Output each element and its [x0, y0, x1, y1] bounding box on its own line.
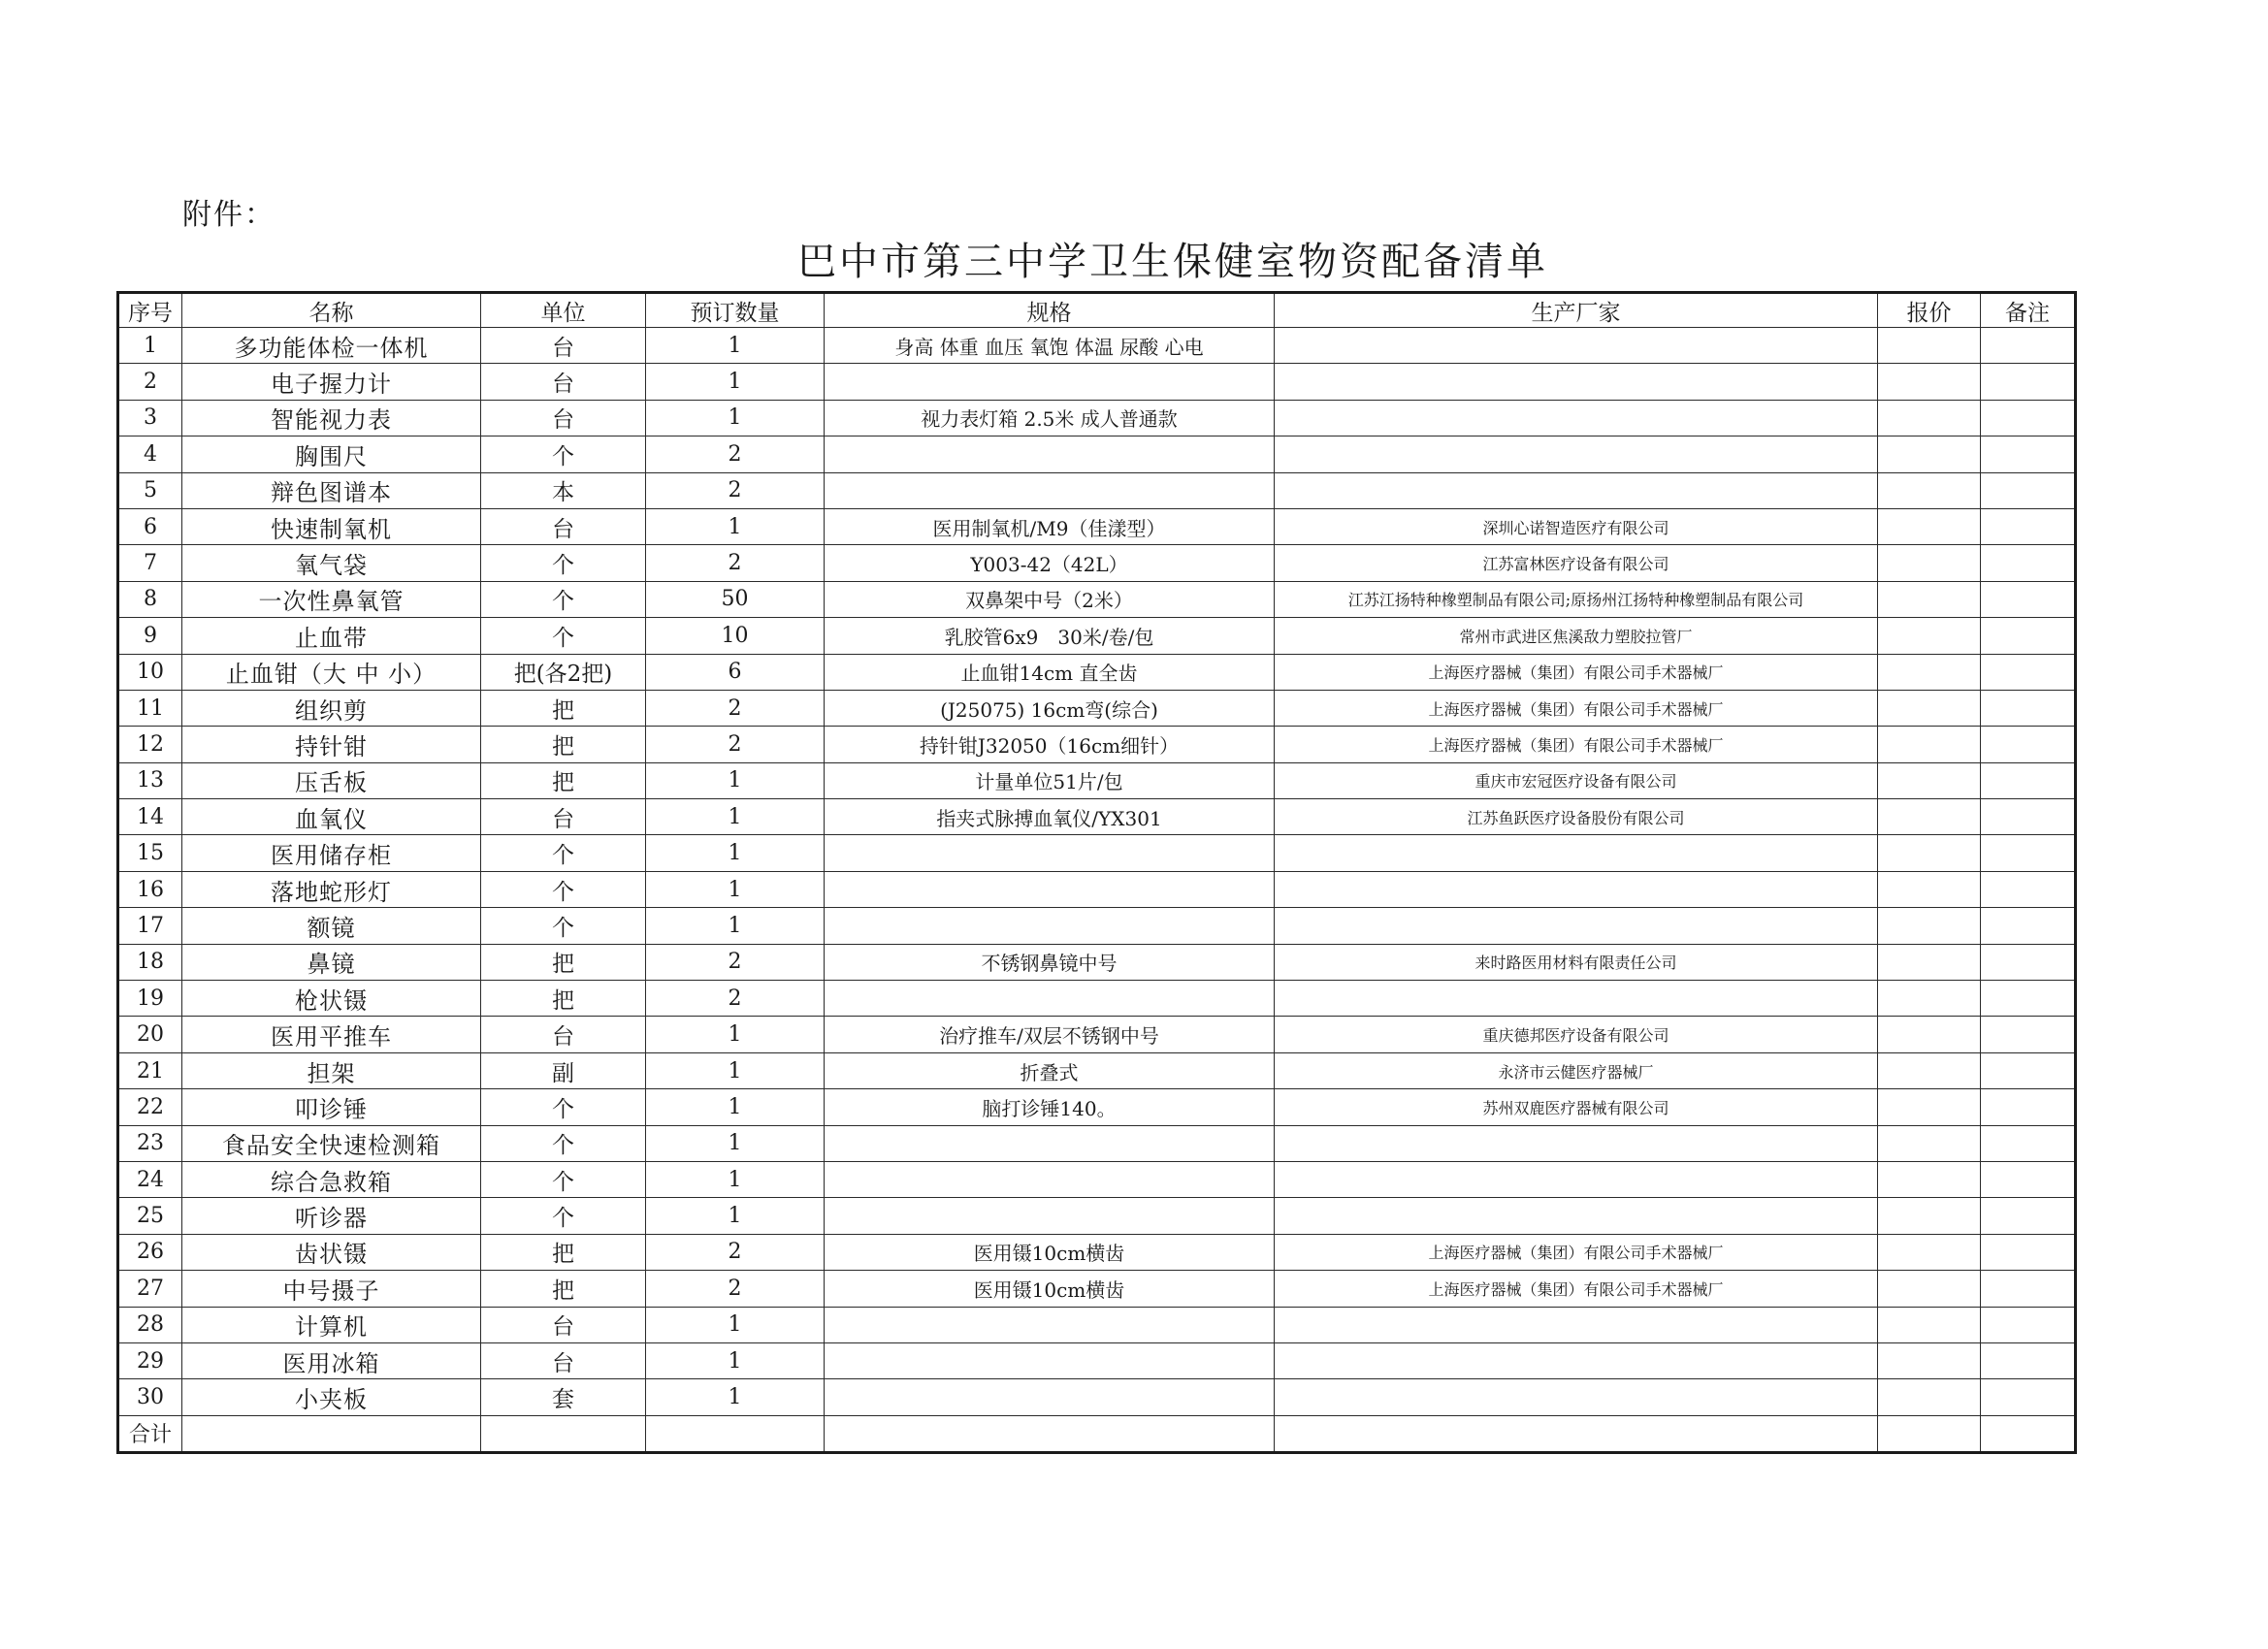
cell-unit: 本	[481, 472, 646, 508]
page-title: 巴中市第三中学卫生保健室物资配备清单	[797, 240, 1548, 284]
cell-no: 12	[118, 727, 182, 762]
cell-unit: 台	[481, 508, 646, 544]
cell-price	[1878, 508, 1981, 544]
cell-spec	[825, 981, 1275, 1017]
cell-price	[1878, 690, 1981, 726]
cell-note	[1981, 1125, 2076, 1161]
table-row	[118, 1234, 2076, 1270]
cell-note	[1981, 727, 2076, 762]
cell-no: 28	[118, 1307, 182, 1342]
cell-name: 听诊器	[182, 1198, 481, 1234]
cell-note	[1981, 508, 2076, 544]
cell-note	[1981, 908, 2076, 944]
cell-spec	[825, 1379, 1275, 1415]
cell-price	[1878, 472, 1981, 508]
cell-qty: 1	[646, 871, 825, 907]
cell-name: 组织剪	[182, 690, 481, 726]
cell-spec	[825, 1342, 1275, 1378]
cell-name: 快速制氧机	[182, 508, 481, 544]
cell-unit: 把	[481, 690, 646, 726]
cell-qty: 1	[646, 328, 825, 364]
cell-no: 14	[118, 799, 182, 835]
cell-manufacturer	[1275, 981, 1878, 1017]
cell-price	[1878, 545, 1981, 581]
table-row	[118, 727, 2076, 762]
header-no: 序号	[118, 293, 182, 328]
cell-price	[1878, 1089, 1981, 1125]
cell-no: 8	[118, 581, 182, 617]
cell-price	[1878, 1198, 1981, 1234]
cell-note	[1981, 1161, 2076, 1197]
cell-spec	[825, 835, 1275, 871]
header-qty: 预订数量	[646, 293, 825, 328]
cell-name: 医用储存柜	[182, 835, 481, 871]
table-row	[118, 908, 2076, 944]
cell-name: 计算机	[182, 1307, 481, 1342]
table-row	[118, 545, 2076, 581]
cell-qty: 1	[646, 1089, 825, 1125]
cell-no: 2	[118, 364, 182, 400]
cell-price	[1878, 1379, 1981, 1415]
cell-qty: 1	[646, 908, 825, 944]
table-row	[118, 400, 2076, 436]
cell-note	[1981, 981, 2076, 1017]
cell-qty: 1	[646, 1379, 825, 1415]
inventory-table	[116, 291, 2077, 1454]
cell-manufacturer: 江苏富林医疗设备有限公司	[1275, 545, 1878, 581]
cell-spec	[825, 1307, 1275, 1342]
cell-price	[1878, 871, 1981, 907]
cell-qty: 1	[646, 1125, 825, 1161]
cell-spec	[825, 436, 1275, 472]
cell-unit: 把	[481, 981, 646, 1017]
header-spec: 规格	[825, 293, 1275, 328]
cell-price	[1878, 581, 1981, 617]
cell-name: 中号摄子	[182, 1271, 481, 1307]
cell-manufacturer: 上海医疗器械（集团）有限公司手术器械厂	[1275, 1271, 1878, 1307]
cell-unit: 个	[481, 1161, 646, 1197]
cell-unit: 个	[481, 835, 646, 871]
cell-price	[1878, 618, 1981, 654]
cell-qty: 1	[646, 400, 825, 436]
cell-manufacturer: 常州市武进区焦溪敌力塑胶拉管厂	[1275, 618, 1878, 654]
cell-name: 鼻镜	[182, 944, 481, 980]
table-row	[118, 1379, 2076, 1415]
cell-manufacturer: 江苏鱼跃医疗设备股份有限公司	[1275, 799, 1878, 835]
cell-note	[1981, 1379, 2076, 1415]
cell-name: 氧气袋	[182, 545, 481, 581]
cell-no: 15	[118, 835, 182, 871]
cell-unit: 个	[481, 618, 646, 654]
cell-unit: 台	[481, 328, 646, 364]
cell-unit: 把	[481, 1271, 646, 1307]
cell-qty: 2	[646, 944, 825, 980]
cell-note	[1981, 1271, 2076, 1307]
cell-spec	[825, 1125, 1275, 1161]
cell-price	[1878, 944, 1981, 980]
cell-spec: 乳胶管6x9 30米/卷/包	[825, 618, 1275, 654]
table-row	[118, 364, 2076, 400]
cell-spec	[825, 472, 1275, 508]
cell-manufacturer	[1275, 364, 1878, 400]
table-row	[118, 1307, 2076, 1342]
cell-note	[1981, 762, 2076, 798]
cell-note	[1981, 618, 2076, 654]
cell-qty: 2	[646, 727, 825, 762]
cell-manufacturer	[1275, 1161, 1878, 1197]
total-cell	[825, 1415, 1275, 1452]
cell-note	[1981, 871, 2076, 907]
cell-price	[1878, 328, 1981, 364]
cell-spec: 计量单位51片/包	[825, 762, 1275, 798]
cell-name: 综合急救箱	[182, 1161, 481, 1197]
cell-note	[1981, 472, 2076, 508]
cell-unit: 个	[481, 1089, 646, 1125]
cell-manufacturer: 上海医疗器械（集团）有限公司手术器械厂	[1275, 690, 1878, 726]
cell-qty: 1	[646, 1342, 825, 1378]
cell-name: 枪状镊	[182, 981, 481, 1017]
table-row	[118, 1052, 2076, 1088]
total-cell	[481, 1415, 646, 1452]
cell-note	[1981, 400, 2076, 436]
table-row	[118, 1017, 2076, 1052]
cell-qty: 1	[646, 364, 825, 400]
cell-unit: 台	[481, 1017, 646, 1052]
cell-no: 22	[118, 1089, 182, 1125]
cell-qty: 10	[646, 618, 825, 654]
cell-note	[1981, 1342, 2076, 1378]
table-row	[118, 981, 2076, 1017]
cell-unit: 台	[481, 1342, 646, 1378]
cell-no: 7	[118, 545, 182, 581]
total-cell	[646, 1415, 825, 1452]
cell-no: 23	[118, 1125, 182, 1161]
cell-manufacturer	[1275, 328, 1878, 364]
cell-note	[1981, 799, 2076, 835]
cell-unit: 台	[481, 1307, 646, 1342]
cell-qty: 2	[646, 472, 825, 508]
cell-manufacturer: 江苏江扬特种橡塑制品有限公司;原扬州江扬特种橡塑制品有限公司	[1275, 581, 1878, 617]
cell-no: 24	[118, 1161, 182, 1197]
cell-qty: 50	[646, 581, 825, 617]
cell-price	[1878, 799, 1981, 835]
cell-qty: 2	[646, 1271, 825, 1307]
cell-manufacturer	[1275, 1307, 1878, 1342]
cell-name: 智能视力表	[182, 400, 481, 436]
cell-name: 叩诊锤	[182, 1089, 481, 1125]
cell-qty: 1	[646, 835, 825, 871]
table-row	[118, 472, 2076, 508]
cell-spec	[825, 364, 1275, 400]
cell-manufacturer	[1275, 1379, 1878, 1415]
total-row	[118, 1415, 2076, 1452]
cell-no: 26	[118, 1234, 182, 1270]
cell-qty: 2	[646, 981, 825, 1017]
cell-spec: 止血钳14cm 直全齿	[825, 654, 1275, 690]
cell-manufacturer: 苏州双鹿医疗器械有限公司	[1275, 1089, 1878, 1125]
cell-unit: 个	[481, 908, 646, 944]
table-row	[118, 328, 2076, 364]
cell-qty: 1	[646, 1161, 825, 1197]
cell-spec: 治疗推车/双层不锈钢中号	[825, 1017, 1275, 1052]
cell-manufacturer: 上海医疗器械（集团）有限公司手术器械厂	[1275, 727, 1878, 762]
cell-price	[1878, 1342, 1981, 1378]
cell-note	[1981, 1089, 2076, 1125]
cell-price	[1878, 835, 1981, 871]
cell-note	[1981, 944, 2076, 980]
cell-qty: 2	[646, 1234, 825, 1270]
cell-manufacturer: 深圳心诺智造医疗有限公司	[1275, 508, 1878, 544]
cell-note	[1981, 545, 2076, 581]
cell-no: 5	[118, 472, 182, 508]
cell-name: 止血带	[182, 618, 481, 654]
cell-no: 18	[118, 944, 182, 980]
cell-no: 6	[118, 508, 182, 544]
total-label: 合计	[118, 1415, 182, 1452]
cell-name: 辩色图谱本	[182, 472, 481, 508]
table-row	[118, 581, 2076, 617]
cell-no: 10	[118, 654, 182, 690]
cell-name: 持针钳	[182, 727, 481, 762]
cell-no: 4	[118, 436, 182, 472]
cell-no: 17	[118, 908, 182, 944]
cell-price	[1878, 1271, 1981, 1307]
cell-unit: 把	[481, 762, 646, 798]
cell-spec: 折叠式	[825, 1052, 1275, 1088]
cell-price	[1878, 981, 1981, 1017]
cell-note	[1981, 835, 2076, 871]
cell-qty: 1	[646, 1307, 825, 1342]
cell-spec: 脑打诊锤140。	[825, 1089, 1275, 1125]
total-cell	[182, 1415, 481, 1452]
cell-unit: 把	[481, 727, 646, 762]
cell-manufacturer: 重庆德邦医疗设备有限公司	[1275, 1017, 1878, 1052]
cell-spec	[825, 908, 1275, 944]
cell-name: 齿状镊	[182, 1234, 481, 1270]
cell-note	[1981, 690, 2076, 726]
table-row	[118, 1271, 2076, 1307]
cell-spec	[825, 1198, 1275, 1234]
cell-name: 一次性鼻氧管	[182, 581, 481, 617]
cell-no: 11	[118, 690, 182, 726]
cell-qty: 1	[646, 762, 825, 798]
table-row	[118, 762, 2076, 798]
cell-no: 13	[118, 762, 182, 798]
cell-spec: 视力表灯箱 2.5米 成人普通款	[825, 400, 1275, 436]
cell-no: 27	[118, 1271, 182, 1307]
cell-price	[1878, 727, 1981, 762]
cell-name: 电子握力计	[182, 364, 481, 400]
cell-qty: 6	[646, 654, 825, 690]
cell-name: 医用冰箱	[182, 1342, 481, 1378]
cell-price	[1878, 400, 1981, 436]
cell-note	[1981, 1234, 2076, 1270]
cell-note	[1981, 1198, 2076, 1234]
cell-qty: 1	[646, 508, 825, 544]
cell-no: 21	[118, 1052, 182, 1088]
cell-note	[1981, 364, 2076, 400]
header-price: 报价	[1878, 293, 1981, 328]
cell-qty: 2	[646, 690, 825, 726]
total-cell	[1878, 1415, 1981, 1452]
cell-no: 16	[118, 871, 182, 907]
cell-name: 担架	[182, 1052, 481, 1088]
cell-name: 食品安全快速检测箱	[182, 1125, 481, 1161]
cell-spec: 身高 体重 血压 氧饱 体温 尿酸 心电	[825, 328, 1275, 364]
cell-no: 25	[118, 1198, 182, 1234]
cell-no: 1	[118, 328, 182, 364]
cell-name: 额镜	[182, 908, 481, 944]
cell-price	[1878, 364, 1981, 400]
total-cell	[1981, 1415, 2076, 1452]
cell-spec: 医用镊10cm横齿	[825, 1234, 1275, 1270]
table-row	[118, 1125, 2076, 1161]
cell-unit: 个	[481, 581, 646, 617]
cell-no: 3	[118, 400, 182, 436]
cell-spec: 指夹式脉搏血氧仪/YX301	[825, 799, 1275, 835]
table-row	[118, 1198, 2076, 1234]
cell-spec: 双鼻架中号（2米）	[825, 581, 1275, 617]
cell-unit: 个	[481, 545, 646, 581]
cell-manufacturer	[1275, 1342, 1878, 1378]
table-header-row	[118, 293, 2076, 328]
table-row	[118, 1089, 2076, 1125]
cell-manufacturer	[1275, 436, 1878, 472]
table-row	[118, 690, 2076, 726]
cell-manufacturer	[1275, 908, 1878, 944]
cell-no: 19	[118, 981, 182, 1017]
cell-note	[1981, 1307, 2076, 1342]
cell-note	[1981, 436, 2076, 472]
cell-unit: 台	[481, 364, 646, 400]
cell-name: 落地蛇形灯	[182, 871, 481, 907]
cell-spec	[825, 871, 1275, 907]
table-row	[118, 799, 2076, 835]
cell-unit: 台	[481, 400, 646, 436]
header-name: 名称	[182, 293, 481, 328]
cell-unit: 把(各2把)	[481, 654, 646, 690]
cell-name: 压舌板	[182, 762, 481, 798]
cell-note	[1981, 328, 2076, 364]
header-unit: 单位	[481, 293, 646, 328]
total-cell	[1275, 1415, 1878, 1452]
cell-unit: 副	[481, 1052, 646, 1088]
table-row	[118, 436, 2076, 472]
attachment-label: 附件：	[182, 198, 275, 232]
cell-spec: Y003-42（42L）	[825, 545, 1275, 581]
cell-note	[1981, 581, 2076, 617]
cell-name: 血氧仪	[182, 799, 481, 835]
cell-qty: 2	[646, 545, 825, 581]
cell-unit: 套	[481, 1379, 646, 1415]
cell-qty: 1	[646, 799, 825, 835]
cell-manufacturer: 来时路医用材料有限责任公司	[1275, 944, 1878, 980]
cell-qty: 1	[646, 1017, 825, 1052]
cell-price	[1878, 908, 1981, 944]
header-manufacturer: 生产厂家	[1275, 293, 1878, 328]
cell-manufacturer	[1275, 472, 1878, 508]
cell-spec: 不锈钢鼻镜中号	[825, 944, 1275, 980]
cell-unit: 台	[481, 799, 646, 835]
cell-no: 30	[118, 1379, 182, 1415]
table-row	[118, 654, 2076, 690]
cell-note	[1981, 1017, 2076, 1052]
cell-unit: 个	[481, 871, 646, 907]
cell-price	[1878, 1161, 1981, 1197]
cell-price	[1878, 1307, 1981, 1342]
cell-manufacturer: 上海医疗器械（集团）有限公司手术器械厂	[1275, 654, 1878, 690]
cell-qty: 1	[646, 1198, 825, 1234]
cell-spec: (J25075) 16cm弯(综合)	[825, 690, 1275, 726]
cell-spec: 持针钳J32050（16cm细针）	[825, 727, 1275, 762]
cell-unit: 个	[481, 1125, 646, 1161]
cell-name: 多功能体检一体机	[182, 328, 481, 364]
cell-manufacturer	[1275, 400, 1878, 436]
table-row	[118, 618, 2076, 654]
table-row	[118, 871, 2076, 907]
cell-price	[1878, 1125, 1981, 1161]
cell-note	[1981, 1052, 2076, 1088]
cell-name: 小夹板	[182, 1379, 481, 1415]
cell-manufacturer	[1275, 1198, 1878, 1234]
cell-qty: 2	[646, 436, 825, 472]
cell-manufacturer: 重庆市宏冠医疗设备有限公司	[1275, 762, 1878, 798]
cell-price	[1878, 654, 1981, 690]
cell-note	[1981, 654, 2076, 690]
cell-price	[1878, 1052, 1981, 1088]
cell-spec: 医用镊10cm横齿	[825, 1271, 1275, 1307]
table-row	[118, 1161, 2076, 1197]
cell-spec: 医用制氧机/M9（佳漾型）	[825, 508, 1275, 544]
cell-no: 9	[118, 618, 182, 654]
table-row	[118, 835, 2076, 871]
table-row	[118, 508, 2076, 544]
cell-name: 止血钳（大 中 小）	[182, 654, 481, 690]
table-row	[118, 1342, 2076, 1378]
cell-unit: 把	[481, 1234, 646, 1270]
cell-spec	[825, 1161, 1275, 1197]
cell-unit: 个	[481, 1198, 646, 1234]
cell-no: 20	[118, 1017, 182, 1052]
cell-price	[1878, 1017, 1981, 1052]
cell-manufacturer	[1275, 835, 1878, 871]
cell-price	[1878, 436, 1981, 472]
cell-no: 29	[118, 1342, 182, 1378]
cell-manufacturer: 上海医疗器械（集团）有限公司手术器械厂	[1275, 1234, 1878, 1270]
cell-name: 胸围尺	[182, 436, 481, 472]
table-row	[118, 944, 2076, 980]
cell-price	[1878, 1234, 1981, 1270]
header-note: 备注	[1981, 293, 2076, 328]
cell-manufacturer	[1275, 1125, 1878, 1161]
cell-price	[1878, 762, 1981, 798]
cell-manufacturer: 永济市云健医疗器械厂	[1275, 1052, 1878, 1088]
cell-name: 医用平推车	[182, 1017, 481, 1052]
cell-qty: 1	[646, 1052, 825, 1088]
cell-unit: 把	[481, 944, 646, 980]
cell-manufacturer	[1275, 871, 1878, 907]
cell-unit: 个	[481, 436, 646, 472]
